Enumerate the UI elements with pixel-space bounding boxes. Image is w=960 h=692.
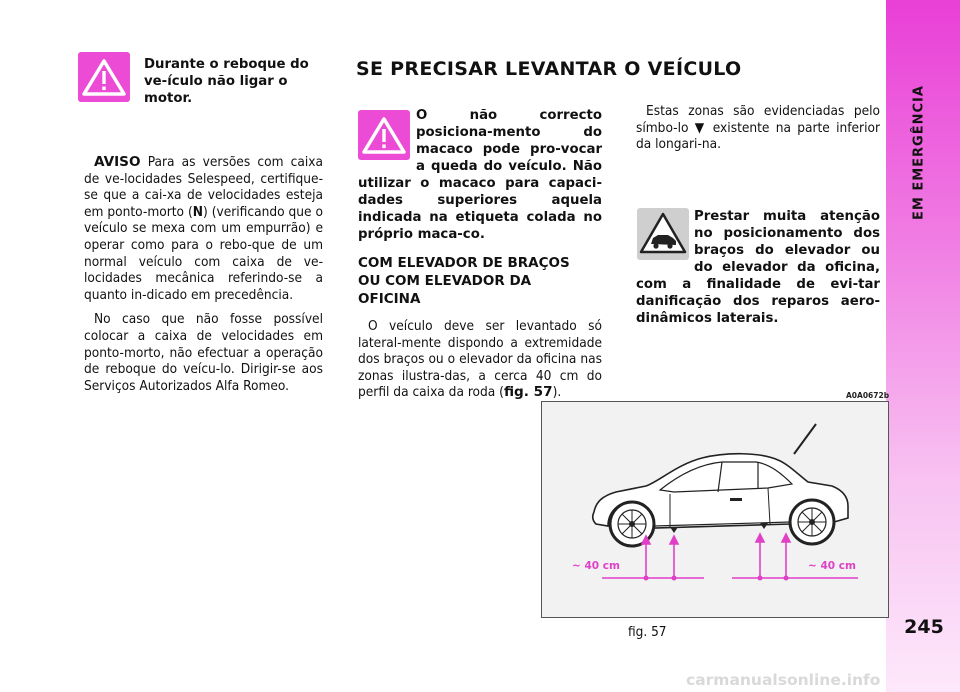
section-title: EM EMERGÊNCIA <box>911 85 927 220</box>
left-distance-label: ~ 40 cm <box>572 560 620 572</box>
figure-code: A0A0672b <box>846 391 890 400</box>
lift-text: O veículo deve ser levantado só lateral-mente dispondo a extremidade dos braços ou o elevador da oficina nas zonas ilustra-das, a cerca 40 cm do perfil da caixa da roda ( <box>358 318 602 401</box>
aviso-text-2: ) (verificando que o veículo se mexa com um empurrão) e operar como para o rebo-que de um normal veículo com caixa de ve-locidades mecânica referindo-se a quanto in-dicado em precedência. <box>84 203 323 303</box>
lift-text-end: ). <box>552 384 562 401</box>
car-side-view-illustration <box>542 402 888 617</box>
car-lift-figure <box>541 401 889 618</box>
aviso-paragraph <box>84 154 323 303</box>
jack-warning-text <box>358 107 602 243</box>
rear-wheel <box>790 500 834 544</box>
page-number: 245 <box>904 616 944 638</box>
fig-reference: fig. 57 <box>503 384 553 401</box>
lift-warning-text <box>636 208 880 327</box>
neutral-symbol: N <box>192 203 203 220</box>
lift-instructions <box>358 318 602 401</box>
paragraph-2: No caso que não fosse possível colocar a caixa de velocidades em ponto-morto, não efectuar a operação de reboque do veícu-lo. Dirigir-se aos Serviços Autorizados Alfa Romeo. <box>84 311 323 394</box>
watermark: carmanualsonline.info <box>686 671 881 689</box>
aviso-label: AVISO <box>94 154 141 170</box>
right-distance-label: ~ 40 cm <box>808 560 856 572</box>
symbol-note: Estas zonas são evidenciadas pelo símbo-lo ▼ existente na parte inferior da longari-na. <box>636 103 880 153</box>
tow-warning-text: Durante o reboque do ve-ículo não ligar o motor. <box>144 57 309 106</box>
lift-warning-content: Prestar muita atenção no posicionamento dos braços do elevador ou do elevador da oficina, com a finalidade de evi-tar danificação dos reparos aero-dinâmicos laterais. <box>636 209 880 326</box>
figure-caption: fig. 57 <box>628 624 667 640</box>
page-title: SE PRECISAR LEVANTAR O VEÍCULO <box>356 58 742 80</box>
jack-warning-content: O não correcto posiciona-mento do macaco pode pro-vocar a queda do veículo. Não utilizar o macaco para capaci-dades superiores aquela indicada na etiqueta colada no próprio maca-co. <box>358 108 602 242</box>
section-subheading: COM ELEVADOR DE BRAÇOS OU COM ELEVADOR DA OFICINA <box>358 255 570 307</box>
warning-icon <box>78 52 130 102</box>
left-body <box>84 154 323 402</box>
aviso-text-1: Para as versões com caixa de ve-locidades Selespeed, certifique-se que a cai-xa de velocidades esteja em ponto-morto ( <box>84 154 323 220</box>
